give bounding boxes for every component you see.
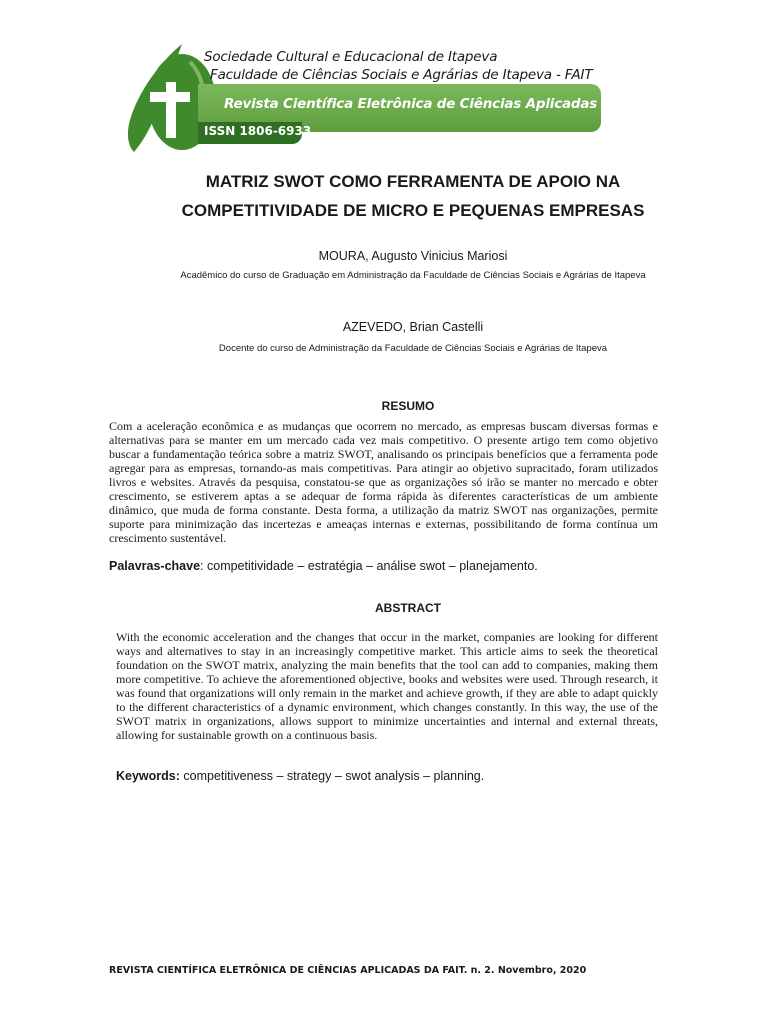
resumo-heading: RESUMO xyxy=(381,399,435,413)
issn-number: ISSN 1806-6933 xyxy=(204,124,312,138)
resumo-keywords xyxy=(109,559,538,573)
abstract-keywords-label: Keywords: xyxy=(116,769,180,783)
abstract-keywords-list: competitiveness – strategy – swot analysis – planning. xyxy=(179,769,485,783)
faculty-name: Faculdade de Ciências Sociais e Agrárias de Itapeva - FAIT xyxy=(210,67,593,83)
resumo-text: Com a aceleração econômica e as mudanças que ocorrem no mercado, as empresas buscam diversas formas e alternativas para se manter em um mercado cada vez mais competitivo. O presente artigo tem como objetivo buscar a fundamentação teórica sobre a matriz SWOT, analisando os principais benefícios que a ferramenta pode agregar para as empresas, tornando-as mais competitivas. Para atingir ao objetivo supracitado, foram utilizados livros e websites. Através da pesquisa, constatou-se que as organizações só irão se manter no mercado e obter crescimento, se estiverem aptas a se adequar de forma rápida às diferentes características de um ambiente dinâmico, que muda de forma constante. Desta forma, a utilização da matriz SWOT nas organizações, permite suporte para minimização das incertezas e ameaças internas e externas, possibilitando de forma contínua um crescimento sustentável. xyxy=(109,419,658,545)
paper-title-line-1: MATRIZ SWOT COMO FERRAMENTA DE APOIO NA xyxy=(205,172,621,191)
resumo-keywords-list: : competitividade – estratégia – análise swot – planejamento. xyxy=(200,559,538,573)
paper-title-line-2: COMPETITIVIDADE DE MICRO E PEQUENAS EMPRESAS xyxy=(181,201,645,220)
journal-header xyxy=(120,42,656,154)
page-footer: REVISTA CIENTÍFICA ELETRÔNICA DE CIÊNCIAS APLICADAS DA FAIT. n. 2. Novembro, 2020 xyxy=(109,965,587,976)
author-affiliation-1: Acadêmico do curso de Graduação em Administração da Faculdade de Ciências Sociais e Agrárias de Itapeva xyxy=(180,270,646,281)
author-name-2: AZEVEDO, Brian Castelli xyxy=(342,320,484,334)
abstract-text: With the economic acceleration and the changes that occur in the market, companies are looking for different ways and alternatives to stay in an increasingly competitive market. This article aims to seek the theoretical foundation on the SWOT matrix, analyzing the main benefits that the tool can add to companies, making them more competitive. To achieve the aforementioned objective, books and websites were used. Through research, it was found that organizations will only remain in the market and achieve growth, if they are able to adapt quickly to the different characteristics of a dynamic environment, which changes constantly. In this way, the use of the SWOT matrix in organizations, allows support to minimize uncertainties and internal and external threats, allowing for sustainable growth on a continuous basis. xyxy=(116,630,658,742)
author-affiliation-2: Docente do curso de Administração da Faculdade de Ciências Sociais e Agrárias de Itapeva xyxy=(218,343,608,354)
journal-name: Revista Científica Eletrônica de Ciências Aplicadas da FAIT xyxy=(224,96,656,112)
abstract-heading: ABSTRACT xyxy=(375,601,441,615)
society-name: Sociedade Cultural e Educacional de Itapeva xyxy=(204,49,498,65)
abstract-keywords xyxy=(116,769,484,783)
resumo-keywords-label: Palavras-chave xyxy=(109,559,201,573)
author-name-1: MOURA, Augusto Vinicius Mariosi xyxy=(318,249,508,263)
